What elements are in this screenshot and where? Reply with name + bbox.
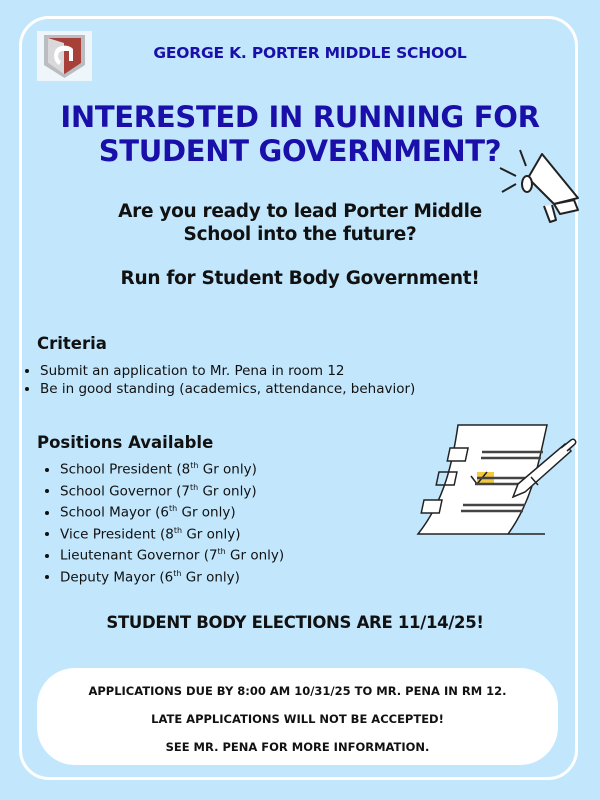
list-item: • School Governor (7th Gr only) bbox=[60, 479, 284, 501]
question-line: School into the future? bbox=[183, 224, 417, 245]
headline-line: STUDENT GOVERNMENT? bbox=[98, 134, 502, 168]
ballot-checklist-icon bbox=[415, 420, 580, 540]
application-notice-box bbox=[37, 668, 558, 765]
question-line: Are you ready to lead Porter Middle bbox=[118, 201, 482, 222]
headline-line: INTERESTED IN RUNNING FOR bbox=[60, 100, 540, 134]
positions-list bbox=[42, 457, 284, 586]
notice-line: SEE MR. PENA FOR MORE INFORMATION. bbox=[165, 740, 430, 754]
list-item: • School President (8th Gr only) bbox=[60, 457, 284, 479]
list-item: • Be in good standing (academics, attendance, behavior) bbox=[40, 380, 415, 398]
criteria-heading: Criteria bbox=[37, 334, 107, 353]
positions-heading: Positions Available bbox=[37, 433, 214, 452]
school-logo bbox=[37, 31, 92, 81]
election-date: STUDENT BODY ELECTIONS ARE 11/14/25! bbox=[106, 613, 484, 632]
notice-line: APPLICATIONS DUE BY 8:00 AM 10/31/25 TO MR. PENA IN RM 12. bbox=[88, 684, 507, 698]
criteria-list bbox=[22, 362, 415, 398]
list-item: • Vice President (8th Gr only) bbox=[60, 522, 284, 544]
headline bbox=[40, 100, 560, 168]
list-item: • Lieutenant Governor (7th Gr only) bbox=[60, 543, 284, 565]
notice-line: LATE APPLICATIONS WILL NOT BE ACCEPTED! bbox=[151, 712, 444, 726]
school-name: GEORGE K. PORTER MIDDLE SCHOOL bbox=[153, 44, 467, 62]
call-to-action: Run for Student Body Government! bbox=[120, 268, 480, 289]
list-item: • Submit an application to Mr. Pena in room 12 bbox=[40, 362, 415, 380]
subheading-question bbox=[80, 200, 520, 246]
list-item: • Deputy Mayor (6th Gr only) bbox=[60, 565, 284, 587]
list-item: • School Mayor (6th Gr only) bbox=[60, 500, 284, 522]
